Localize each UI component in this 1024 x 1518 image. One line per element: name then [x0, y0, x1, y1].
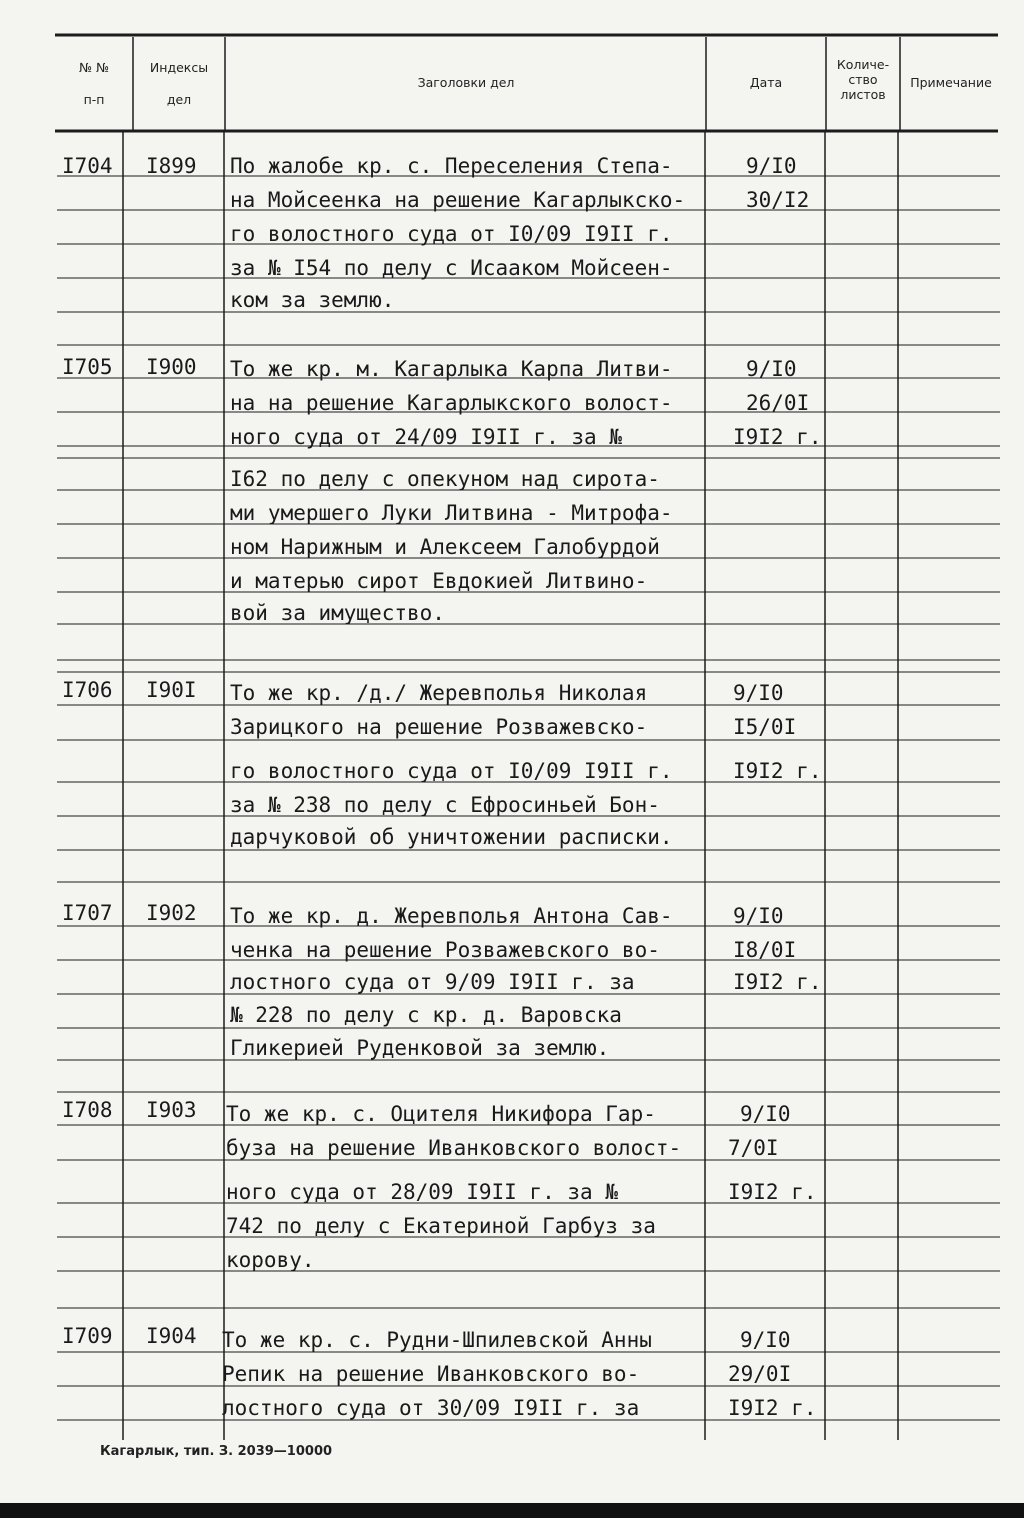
row-num: I706	[62, 678, 113, 702]
row-date: I9I2 г.	[728, 1180, 817, 1204]
title-line: Репик на решение Иванковского во-	[222, 1362, 640, 1386]
scan-edge	[0, 1503, 1024, 1518]
row-num: I705	[62, 355, 113, 379]
title-line: вой за имущество.	[230, 601, 445, 625]
title-line: ного суда от 24/09 I9II г. за №	[230, 425, 622, 449]
title-line: за № 238 по делу с Ефросиньей Бон-	[230, 793, 660, 817]
row-date: 9/I0	[733, 681, 784, 705]
title-line: на Мойсеенка на решение Кагарлыкско-	[230, 188, 686, 212]
row-date: I9I2 г.	[733, 759, 822, 783]
row-date: I5/0I	[733, 715, 797, 739]
title-line: Гликерией Руденковой за землю.	[230, 1036, 610, 1060]
row-num: I707	[62, 901, 113, 925]
row-index: I899	[146, 154, 197, 178]
row-index: I902	[146, 901, 197, 925]
header-sheets-line3: листов	[840, 87, 886, 102]
title-line: № 228 по делу с кр. д. Варовска	[230, 1003, 622, 1027]
title-line: го волостного суда от I0/09 I9II г.	[230, 759, 673, 783]
header-num-line2: п-п	[83, 92, 105, 107]
title-line: лостного суда от 9/09 I9II г. за	[230, 970, 635, 994]
title-line: корову.	[226, 1248, 315, 1272]
row-date: 9/I0	[740, 1328, 791, 1352]
row-num: I704	[62, 154, 113, 178]
header-date: Дата	[749, 75, 783, 90]
title-line: 742 по делу с Екатериной Гарбуз за	[226, 1214, 656, 1238]
title-line: То же кр. м. Кагарлыка Карпа Литви-	[230, 357, 673, 381]
row-index: I90I	[146, 678, 197, 702]
title-line: за № I54 по делу с Исааком Мойсеен-	[230, 256, 673, 280]
title-line: Зарицкого на решение Розважевско-	[230, 715, 648, 739]
title-line: ченка на решение Розважевского во-	[230, 938, 660, 962]
title-line: То же кр. с. Рудни-Шпилевской Анны	[222, 1328, 652, 1352]
row-date: 9/I0	[740, 1102, 791, 1126]
row-index: I903	[146, 1098, 197, 1122]
title-line: То же кр. д. Жеревполья Антона Сав-	[230, 904, 673, 928]
title-line: лостного суда от 30/09 I9II г. за	[222, 1396, 640, 1420]
title-line: на на решение Кагарлыкского волост-	[230, 391, 673, 415]
row-date: 7/0I	[728, 1136, 779, 1160]
row-index: I900	[146, 355, 197, 379]
title-line: ного суда от 28/09 I9II г. за №	[226, 1180, 618, 1204]
title-line: По жалобе кр. с. Переселения Степа-	[230, 154, 673, 178]
header-index-line1: Индексы	[149, 60, 209, 75]
row-date: 26/0I	[746, 391, 810, 415]
title-line: ком за землю.	[230, 288, 395, 312]
row-num: I708	[62, 1098, 113, 1122]
title-line: го волостного суда от I0/09 I9II г.	[230, 222, 673, 246]
printer-footer: Кагарлык, тип. З. 2039—10000	[100, 1444, 333, 1459]
row-date: 9/I0	[733, 904, 784, 928]
title-line: То же кр. с. Оцителя Никифора Гар-	[226, 1102, 656, 1126]
title-line: То же кр. /д./ Жеревполья Николая	[230, 681, 648, 705]
header-note: Примечание	[910, 75, 992, 90]
header-sheets-line1: Количе-	[836, 57, 890, 72]
row-date: I9I2 г.	[733, 425, 822, 449]
row-date: I9I2 г.	[733, 970, 822, 994]
header-sheets-line2: ство	[848, 72, 878, 87]
row-num: I709	[62, 1324, 113, 1348]
header-index-line2: дел	[166, 92, 192, 107]
title-line: ном Нарижным и Алексеем Галобурдой	[230, 535, 660, 559]
title-line: буза на решение Иванковского волост-	[226, 1136, 682, 1160]
title-line: дарчуковой об уничтожении расписки.	[230, 825, 673, 849]
row-date: 30/I2	[746, 188, 810, 212]
row-date: 29/0I	[728, 1362, 792, 1386]
title-line: ми умершего Луки Литвина - Митрофа-	[230, 501, 673, 525]
header-title: Заголовки дел	[417, 75, 515, 90]
title-line: и матерью сирот Евдокией Литвино-	[230, 569, 648, 593]
row-date: 9/I0	[746, 357, 797, 381]
row-date: 9/I0	[746, 154, 797, 178]
row-index: I904	[146, 1324, 197, 1348]
title-line: I62 по делу с опекуном над сирота-	[230, 467, 660, 491]
row-date: I9I2 г.	[728, 1396, 817, 1420]
header-num-line1: № №	[79, 60, 109, 75]
row-date: I8/0I	[733, 938, 797, 962]
